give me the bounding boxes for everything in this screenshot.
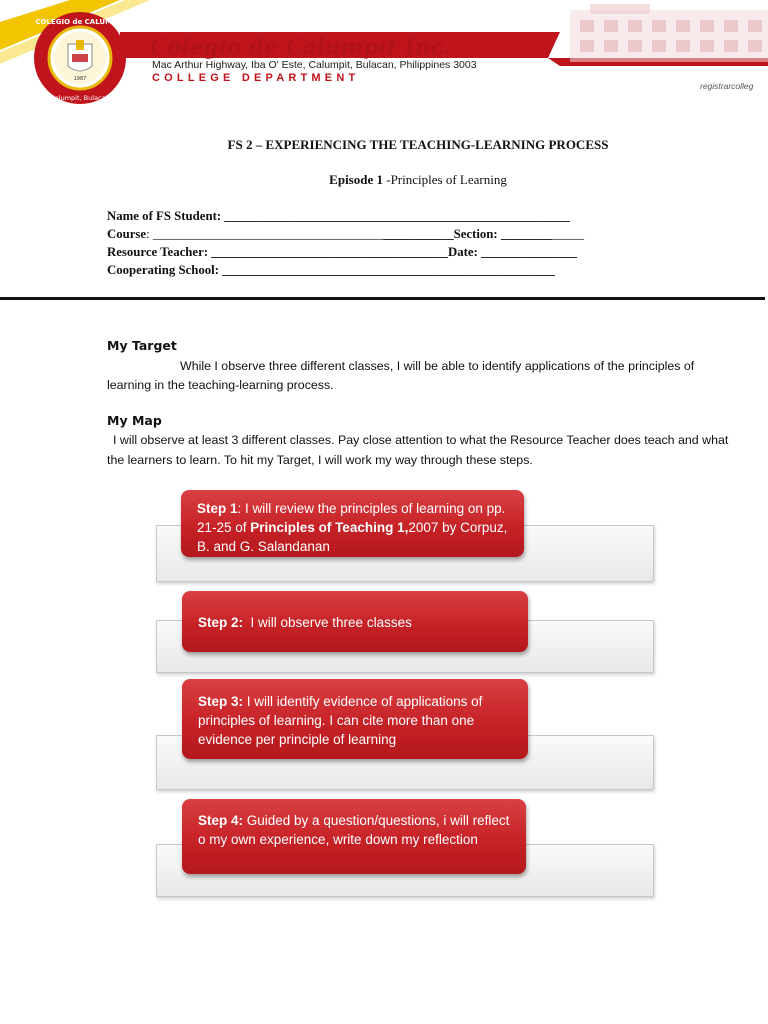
building-watermark [560,0,768,72]
field-line: ____________________________________________________ [218,263,555,277]
step-4-card [182,799,526,874]
step-book-title: Principles of Teaching 1, [250,520,409,535]
section-divider [0,297,765,300]
step-label: Step 2: [198,615,244,630]
my-target-text: While I observe three different classes, I will be able to identify applications of the principles of learning in the teaching-learning process. [107,359,695,392]
step-text: Guided by a question/questions, i will reflect o my own experience, write down my reflection [198,813,510,847]
field-line: _____________________________________Date: _______________ [208,245,578,259]
form-row-resource-teacher-date[interactable] [107,243,584,261]
college-name: Colegio de Calumpit Inc. [150,34,452,59]
episode-topic: -Principles of Learning [386,172,507,187]
field-line: _____ [552,227,585,241]
document-title: FS 2 – EXPERIENCING THE TEACHING-LEARNING PROCESS [227,137,609,152]
step-text: I will observe three classes [243,615,412,630]
field-label: Resource Teacher: [107,245,209,259]
step-text: : I will review the principles of learning on pp. 21-25 of [197,501,506,535]
my-map-heading: My Map [107,413,162,428]
step-label: Step 4: [198,813,244,828]
step-text: I will identify evidence of applications of principles of learning. I can cite more than one evidence per principle of learning [198,694,483,747]
registrar-email: registrarcolleg [700,81,754,91]
my-map-text: I will observe at least 3 different classes. Pay close attention to what the Resource Teacher does teach and what the learners to learn. To hit my Target, I will work my way through these steps. [107,433,729,467]
letterhead [0,0,768,112]
step-2-card [182,591,528,652]
my-target-heading: My Target [107,338,177,353]
episode-label: Episode 1 [329,172,383,187]
episode-subtitle [0,172,768,188]
field-line: ___________Section: ________ [383,227,553,241]
form-row-student-name[interactable] [107,207,584,225]
field-line: ______________________________________________________ [221,209,570,223]
step-label: Step 1 [197,501,238,516]
field-label: Name of FS Student: [107,209,222,223]
svg-text:1987: 1987 [73,76,87,82]
svg-text:Calumpit, Bulacan: Calumpit, Bulacan [50,94,110,102]
college-address: Mac Arthur Highway, Iba O' Este, Calumpit, Bulacan, Philippines 3003 [152,59,477,71]
step-1-card [181,490,524,557]
step-3-card [182,679,528,759]
college-seal-logo [32,10,128,106]
department-label: COLLEGE DEPARTMENT [152,72,360,84]
field-label: Cooperating School: [107,263,219,277]
student-info-form [107,207,584,279]
field-label: Course [107,227,147,241]
form-row-course-section[interactable] [107,225,584,243]
field-line: : ____________________________________ [146,227,384,241]
step-label: Step 3: [198,694,244,709]
form-row-cooperating-school[interactable] [107,261,584,279]
svg-text:COLEGIO de CALUMPIT: COLEGIO de CALUMPIT [35,18,125,26]
step-text-tail: 2007 by Corpuz, B. and G. Salandanan [197,520,508,554]
